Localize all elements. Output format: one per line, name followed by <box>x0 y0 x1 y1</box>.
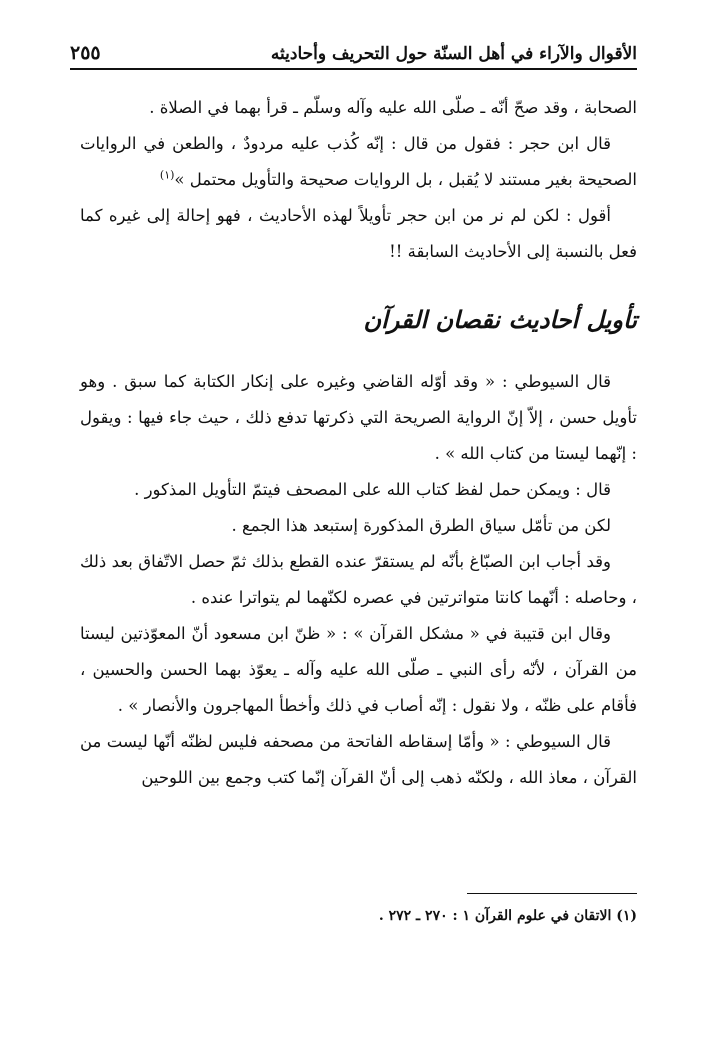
main-text <box>80 90 637 796</box>
section-paragraph-1: قال السيوطي : « وقد أوّله القاضي وغيره على إنكار الكتابة كما سبق . وهو تأويل حسن ، إلاّ إنّ الرواية الصريحة التي ذكرتها تدفع ذلك ، حيث جاء فيها : ويقول : إنّهما ليستا من كتاب الله » . <box>80 372 637 463</box>
paragraph-1: الصحابة ، وقد صحّ أنّه ـ صلّى الله عليه وآله وسلّم ـ قرأ بهما في الصلاة . <box>149 98 637 117</box>
section-paragraph-5: وقال ابن قتيبة في « مشكل القرآن » : « ظنّ ابن مسعود أنّ المعوّذتين ليستا من القرآن ، لأنّه رأى النبي ـ صلّى الله عليه وآله ـ يعوّذ بهما الحسن والحسين ، فأقام على ظنّه ، ولا نقول : إنّه أصاب في ذلك وأخطأ المهاجرون والأنصار » . <box>80 624 637 715</box>
section-paragraph-4: وقد أجاب ابن الصبّاغ بأنّه لم يستقرّ عنده القطع بذلك ثمّ حصل الاتّفاق بعد ذلك ، وحاصله : أنّهما كانتا متواترتين في عصره لكنّهما لم يتواترا عنده . <box>80 552 637 607</box>
paragraph-2 <box>80 126 637 198</box>
page-number: ٢٥٥ <box>70 42 101 64</box>
section-paragraph-3: لكن من تأمّل سياق الطرق المذكورة إستبعد هذا الجمع . <box>231 516 611 535</box>
paragraph-3: أقول : لكن لم نر من ابن حجر تأويلاً لهذه الأحاديث ، فهو إحالة إلى غيره كما فعل بالنسبة إلى الأحاديث السابقة !! <box>80 206 637 261</box>
section-heading: تأويل أحاديث نقصان القرآن <box>363 305 637 334</box>
header-title: الأقوال والآراء في أهل السنّة حول التحريف وأحاديثه <box>270 44 637 64</box>
running-header <box>70 30 637 70</box>
section-paragraph-6: قال السيوطي : « وأمّا إسقاطه الفاتحة من مصحفه فليس لظنّه أنّها ليست من القرآن ، معاذ الله ، ولكنّه ذهب إلى أنّ القرآن إنّما كتب وجمع بين اللوحين <box>80 732 637 787</box>
footnote-marker: (١) <box>159 168 175 182</box>
paragraph-2-text: قال ابن حجر : فقول من قال : إنّه كُذب عليه مردودٌ ، والطعن في الروايات الصحيحة بغير مستند لا يُقبل ، بل الروايات صحيحة والتأويل محتمل » <box>80 134 637 189</box>
section-paragraph-2: قال : ويمكن حمل لفظ كتاب الله على المصحف فيتمّ التأويل المذكور . <box>134 480 611 499</box>
footnote-divider <box>467 893 637 894</box>
footnote: (١) الاتقان في علوم القرآن ١ : ٢٧٠ ـ ٢٧٢ . <box>378 908 637 924</box>
